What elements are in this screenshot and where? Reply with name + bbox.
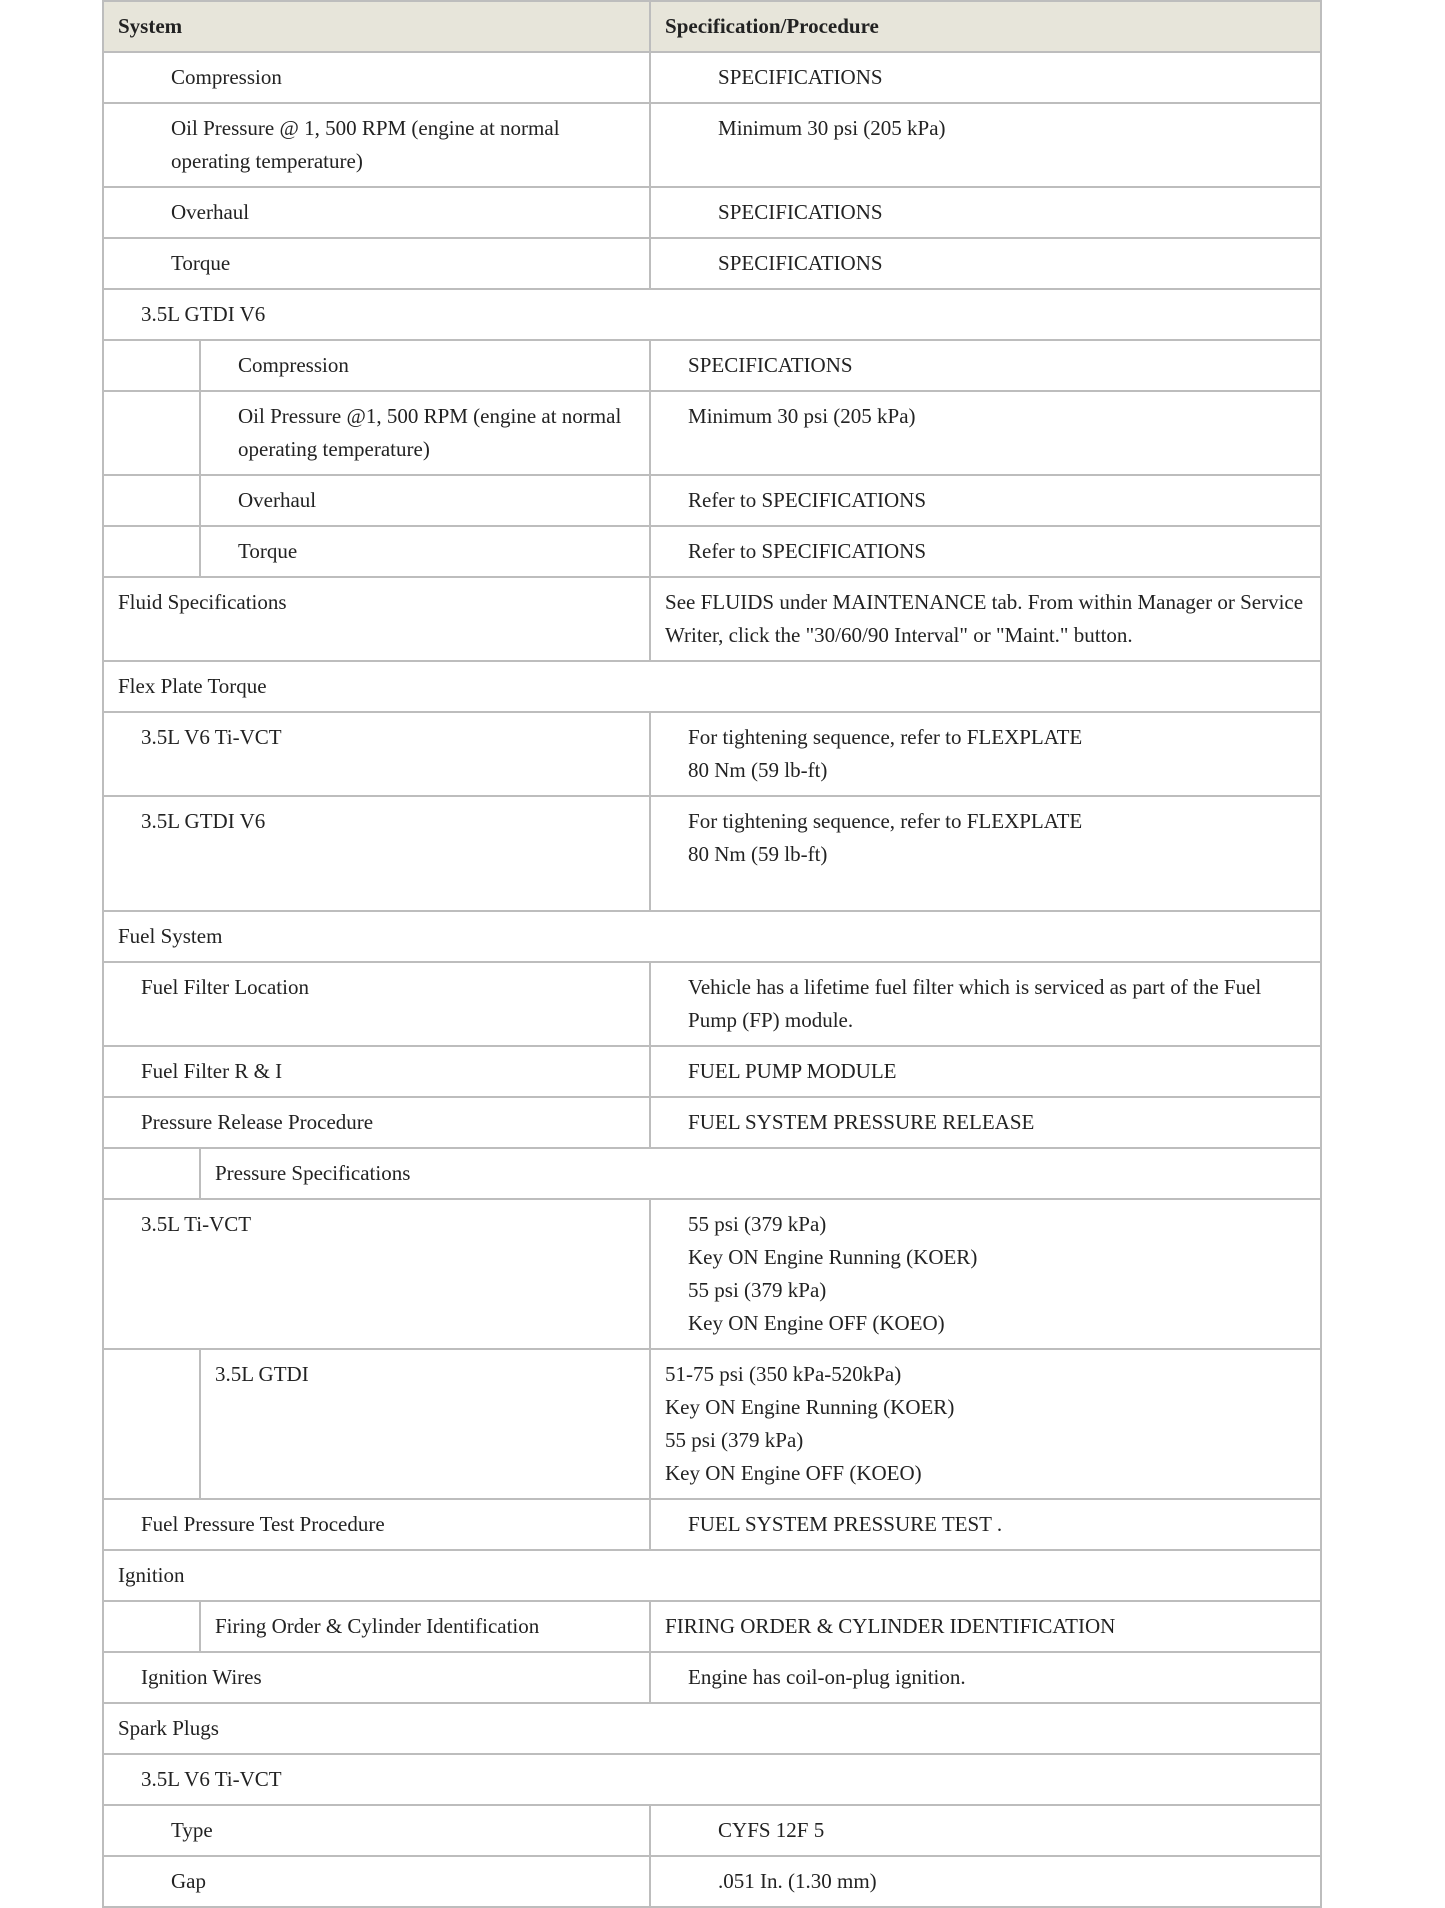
row-label: 3.5L GTDI <box>200 1349 650 1499</box>
spacer-cell <box>103 1349 200 1499</box>
section-label: Fuel System <box>103 911 1321 962</box>
table-row <box>103 1652 1321 1703</box>
row-label: Torque <box>103 238 650 289</box>
row-label: Oil Pressure @ 1, 500 RPM (engine at normal operating temperature) <box>103 103 650 187</box>
row-value: See FLUIDS under MAINTENANCE tab. From within Manager or Service Writer, click the "30/60/90 Interval" or "Maint." button. <box>650 577 1321 661</box>
value-line: Key ON Engine Running (KOER) <box>665 1395 955 1419</box>
row-label: Fuel Filter R & I <box>103 1046 650 1097</box>
value-line: For tightening sequence, refer to FLEXPLATE <box>688 725 1083 749</box>
table-row <box>103 1805 1321 1856</box>
section-row <box>103 1148 1321 1199</box>
table-row <box>103 238 1321 289</box>
value-line: 55 psi (379 kPa) <box>665 1428 804 1452</box>
row-value: Refer to SPECIFICATIONS <box>650 526 1321 577</box>
table-row <box>103 103 1321 187</box>
table-row <box>103 1499 1321 1550</box>
section-row <box>103 911 1321 962</box>
row-value: .051 In. (1.30 mm) <box>650 1856 1321 1907</box>
section-label: Pressure Specifications <box>200 1148 1321 1199</box>
table-row <box>103 1601 1321 1652</box>
table-row <box>103 340 1321 391</box>
value-line: 80 Nm (59 lb-ft) <box>688 758 828 782</box>
row-value: Vehicle has a lifetime fuel filter which is serviced as part of the Fuel Pump (FP) module. <box>650 962 1321 1046</box>
row-label: Overhaul <box>200 475 650 526</box>
table-row <box>103 577 1321 661</box>
table-row <box>103 187 1321 238</box>
row-label: Fluid Specifications <box>103 577 650 661</box>
section-row <box>103 661 1321 712</box>
section-row <box>103 1703 1321 1754</box>
value-line: Key ON Engine OFF (KOEO) <box>665 1461 922 1485</box>
value-line: 51-75 psi (350 kPa-520kPa) <box>665 1362 902 1386</box>
row-label: Gap <box>103 1856 650 1907</box>
spacer-cell <box>103 526 200 577</box>
spacer-cell <box>103 475 200 526</box>
value-line: For tightening sequence, refer to FLEXPLATE <box>688 809 1083 833</box>
row-label: 3.5L GTDI V6 <box>103 796 650 911</box>
table-header-row <box>103 1 1321 52</box>
spacer-cell <box>103 1601 200 1652</box>
section-label: 3.5L GTDI V6 <box>103 289 1321 340</box>
section-label: 3.5L V6 Ti-VCT <box>103 1754 1321 1805</box>
spacer-cell <box>103 391 200 475</box>
table-row <box>103 1046 1321 1097</box>
header-spec-procedure: Specification/Procedure <box>650 1 1321 52</box>
section-label: Spark Plugs <box>103 1703 1321 1754</box>
section-label: Ignition <box>103 1550 1321 1601</box>
row-label: Pressure Release Procedure <box>103 1097 650 1148</box>
row-label: 3.5L V6 Ti-VCT <box>103 712 650 796</box>
value-line: 55 psi (379 kPa) <box>688 1278 827 1302</box>
row-value: FUEL SYSTEM PRESSURE RELEASE <box>650 1097 1321 1148</box>
row-label: Compression <box>103 52 650 103</box>
table-row <box>103 1097 1321 1148</box>
row-value <box>650 712 1321 796</box>
value-line: Key ON Engine OFF (KOEO) <box>688 1311 945 1335</box>
row-value <box>650 1199 1321 1349</box>
row-value: Engine has coil-on-plug ignition. <box>650 1652 1321 1703</box>
value-line: 80 Nm (59 lb-ft) <box>688 842 828 866</box>
row-value: Minimum 30 psi (205 kPa) <box>650 103 1321 187</box>
section-row <box>103 289 1321 340</box>
section-row <box>103 1754 1321 1805</box>
table-row <box>103 1199 1321 1349</box>
row-label: Overhaul <box>103 187 650 238</box>
row-label: Fuel Filter Location <box>103 962 650 1046</box>
table-row <box>103 962 1321 1046</box>
row-label: Type <box>103 1805 650 1856</box>
value-line: 55 psi (379 kPa) <box>688 1212 827 1236</box>
table-row <box>103 52 1321 103</box>
row-value: Refer to SPECIFICATIONS <box>650 475 1321 526</box>
table-row <box>103 796 1321 911</box>
table-row <box>103 712 1321 796</box>
row-value: FUEL SYSTEM PRESSURE TEST . <box>650 1499 1321 1550</box>
table-row <box>103 526 1321 577</box>
row-value: SPECIFICATIONS <box>650 340 1321 391</box>
spec-table <box>102 0 1322 1908</box>
row-value: SPECIFICATIONS <box>650 187 1321 238</box>
row-value: SPECIFICATIONS <box>650 52 1321 103</box>
table-row <box>103 1856 1321 1907</box>
spacer-cell <box>103 340 200 391</box>
row-value: CYFS 12F 5 <box>650 1805 1321 1856</box>
header-system: System <box>103 1 650 52</box>
row-label: Firing Order & Cylinder Identification <box>200 1601 650 1652</box>
table-row <box>103 1349 1321 1499</box>
row-label: 3.5L Ti-VCT <box>103 1199 650 1349</box>
table-row <box>103 475 1321 526</box>
row-value: SPECIFICATIONS <box>650 238 1321 289</box>
section-label: Flex Plate Torque <box>103 661 1321 712</box>
row-value: Minimum 30 psi (205 kPa) <box>650 391 1321 475</box>
table-row <box>103 391 1321 475</box>
row-label: Compression <box>200 340 650 391</box>
row-value: FIRING ORDER & CYLINDER IDENTIFICATION <box>650 1601 1321 1652</box>
spacer-cell <box>103 1148 200 1199</box>
section-row <box>103 1550 1321 1601</box>
row-value <box>650 796 1321 911</box>
row-label: Torque <box>200 526 650 577</box>
row-value <box>650 1349 1321 1499</box>
row-label: Ignition Wires <box>103 1652 650 1703</box>
row-value: FUEL PUMP MODULE <box>650 1046 1321 1097</box>
row-label: Oil Pressure @1, 500 RPM (engine at normal operating temperature) <box>200 391 650 475</box>
value-line: Key ON Engine Running (KOER) <box>688 1245 978 1269</box>
row-label: Fuel Pressure Test Procedure <box>103 1499 650 1550</box>
